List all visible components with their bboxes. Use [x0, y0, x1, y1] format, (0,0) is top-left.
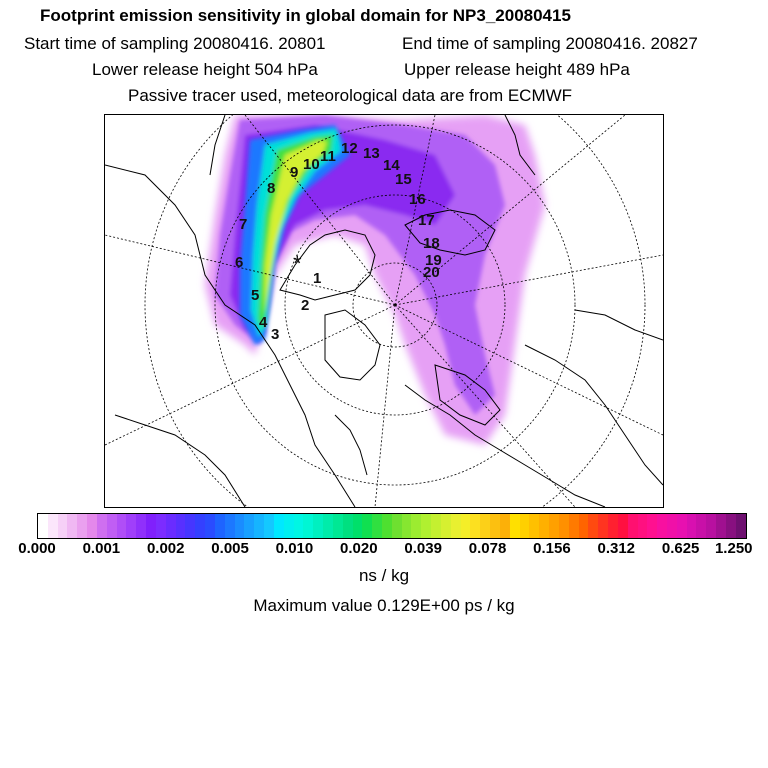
colorbar-swatch: [539, 514, 549, 538]
colorbar-swatch: [579, 514, 589, 538]
colorbar-swatch: [353, 514, 363, 538]
colorbar-swatch: [461, 514, 471, 538]
colorbar-swatch: [638, 514, 648, 538]
colorbar-swatch: [706, 514, 716, 538]
map-canvas: [105, 115, 663, 507]
colorbar-swatch: [67, 514, 77, 538]
colorbar-swatch: [647, 514, 657, 538]
tracer-note: Passive tracer used, meteorological data are from ECMWF: [128, 86, 573, 105]
colorbar-swatch: [392, 514, 402, 538]
colorbar-swatch: [48, 514, 58, 538]
colorbar-swatch: [490, 514, 500, 538]
end-time-label: End time of sampling 20080416. 20827: [402, 34, 698, 53]
colorbar-swatch: [372, 514, 382, 538]
colorbar-tick-label: 0.020: [340, 540, 378, 557]
colorbar-swatch: [677, 514, 687, 538]
colorbar-swatch: [480, 514, 490, 538]
colorbar-swatch: [117, 514, 127, 538]
colorbar-swatch: [323, 514, 333, 538]
colorbar-swatch: [716, 514, 726, 538]
colorbar-swatch: [176, 514, 186, 538]
colorbar-swatch: [470, 514, 480, 538]
colorbar-swatch: [736, 514, 746, 538]
colorbar-swatch: [500, 514, 510, 538]
colorbar-swatch: [244, 514, 254, 538]
trajectory-label: 12: [341, 140, 358, 157]
colorbar-swatch: [313, 514, 323, 538]
maximum-value-label: Maximum value 0.129E+00 ps / kg: [253, 596, 515, 615]
colorbar-swatch: [87, 514, 97, 538]
colorbar-swatch: [382, 514, 392, 538]
colorbar-units: ns / kg: [358, 566, 410, 585]
colorbar-tick-label: 0.010: [275, 540, 314, 557]
trajectory-label: 17: [418, 212, 435, 229]
trajectory-label: 8: [267, 180, 276, 197]
colorbar-swatch: [421, 514, 431, 538]
trajectory-label: 3: [271, 326, 280, 343]
colorbar-swatch: [38, 514, 48, 538]
colorbar-swatch: [254, 514, 264, 538]
release-point-marker: *: [293, 251, 302, 276]
colorbar-swatch: [303, 514, 313, 538]
colorbar-swatch: [205, 514, 215, 538]
colorbar-swatch: [451, 514, 461, 538]
colorbar-swatch: [274, 514, 284, 538]
colorbar-swatch: [195, 514, 205, 538]
colorbar-tick-label: 0.001: [82, 540, 121, 557]
colorbar-swatch: [185, 514, 195, 538]
colorbar-swatch: [107, 514, 117, 538]
colorbar-swatch: [667, 514, 677, 538]
trajectory-label: 9: [290, 164, 299, 181]
colorbar-swatch: [294, 514, 304, 538]
colorbar-swatch: [588, 514, 598, 538]
footprint-map: [104, 114, 664, 508]
colorbar-swatch: [549, 514, 559, 538]
colorbar-swatch: [657, 514, 667, 538]
colorbar-swatch: [431, 514, 441, 538]
trajectory-label: 14: [383, 157, 400, 174]
colorbar-swatch: [215, 514, 225, 538]
colorbar-swatch: [77, 514, 87, 538]
lower-release-label: Lower release height 504 hPa: [92, 60, 318, 79]
colorbar-swatch: [411, 514, 421, 538]
colorbar-tick-label: 0.002: [146, 540, 185, 557]
colorbar-swatch: [166, 514, 176, 538]
colorbar-swatch: [569, 514, 579, 538]
colorbar-swatch: [146, 514, 156, 538]
colorbar-tick-label: 0.005: [211, 540, 249, 557]
colorbar-swatch: [97, 514, 107, 538]
colorbar-swatch: [559, 514, 569, 538]
trajectory-label: 2: [301, 297, 310, 314]
trajectory-label: 6: [235, 254, 244, 271]
colorbar-swatch: [608, 514, 618, 538]
colorbar-tick-label: 0.312: [597, 540, 636, 557]
colorbar-swatch: [58, 514, 68, 538]
colorbar-swatch: [284, 514, 294, 538]
upper-release-label: Upper release height 489 hPa: [404, 60, 630, 79]
colorbar-swatch: [529, 514, 539, 538]
trajectory-label: 15: [395, 171, 412, 188]
colorbar-swatch: [333, 514, 343, 538]
trajectory-label: 10: [303, 156, 320, 173]
colorbar-swatch: [726, 514, 736, 538]
colorbar-swatch: [441, 514, 451, 538]
trajectory-label: 13: [363, 145, 380, 162]
trajectory-label: 1: [313, 270, 322, 287]
colorbar-tick-label: 0.156: [533, 540, 571, 557]
trajectory-label: 4: [259, 314, 268, 331]
colorbar-swatch: [628, 514, 638, 538]
colorbar-swatch: [225, 514, 235, 538]
colorbar-swatch: [136, 514, 146, 538]
colorbar-swatch: [264, 514, 274, 538]
trajectory-label: 16: [409, 191, 426, 208]
colorbar-swatch: [126, 514, 136, 538]
colorbar-swatch: [156, 514, 166, 538]
colorbar-swatch: [598, 514, 608, 538]
trajectory-label: 19: [425, 252, 442, 269]
colorbar-swatch: [687, 514, 697, 538]
colorbar-tick-label: 1.250: [714, 540, 753, 557]
colorbar-swatch: [696, 514, 706, 538]
colorbar-swatch: [520, 514, 530, 538]
trajectory-label: 5: [251, 287, 260, 304]
colorbar: [37, 513, 747, 539]
trajectory-label: 18: [423, 235, 440, 252]
colorbar-tick-label: 0.625: [661, 540, 700, 557]
colorbar-tick-label: 0.078: [468, 540, 507, 557]
colorbar-tick-label: 0.000: [18, 540, 56, 557]
colorbar-swatch: [235, 514, 245, 538]
trajectory-label: 7: [239, 216, 248, 233]
trajectory-label: 11: [320, 148, 336, 165]
start-time-label: Start time of sampling 20080416. 20801: [24, 34, 326, 53]
colorbar-swatch: [362, 514, 372, 538]
colorbar-swatch: [343, 514, 353, 538]
colorbar-tick-label: 0.039: [404, 540, 442, 557]
colorbar-swatch: [618, 514, 628, 538]
colorbar-swatch: [510, 514, 520, 538]
colorbar-swatch: [402, 514, 412, 538]
trajectory-label: 20: [423, 264, 440, 281]
plot-title: Footprint emission sensitivity in global domain for NP3_20080415: [40, 6, 571, 25]
